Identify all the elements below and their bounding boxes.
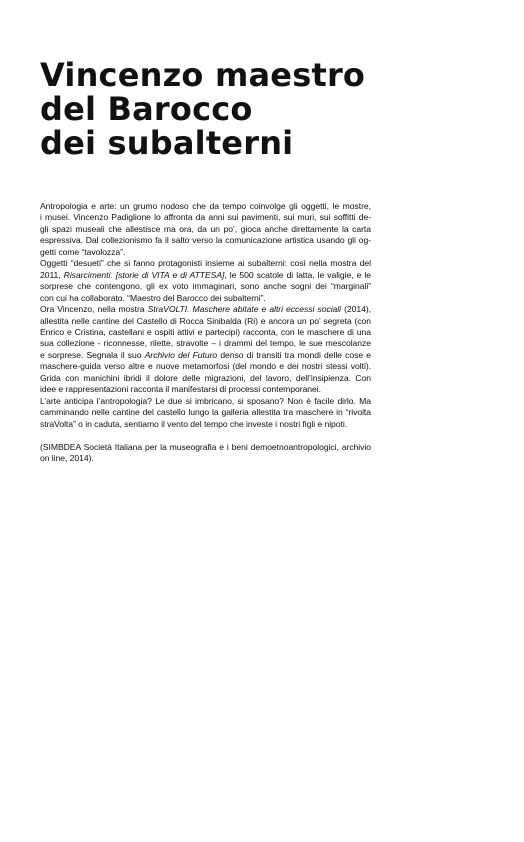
text-line [40, 350, 371, 361]
text-line: i musei. Vincenzo Padiglione lo affronta da anni sui pavimenti, sui muri, sui soffitti de- [40, 212, 371, 223]
text-fragment: denso di transiti tra mondi delle cose e [217, 349, 371, 360]
text-line: Antropologia e arte: un grumo nodoso che da tempo coinvolge gli oggetti, le mostre, [40, 201, 371, 211]
text-line: on line, 2014). [40, 452, 94, 463]
text-line: L’arte anticipa l’antropologia? Le due si imbricano, si sposano? Non è facile dirlo. Ma [40, 395, 371, 406]
text-fragment: , le 500 scatole di latta, le valigie, e le [224, 269, 371, 280]
paragraph-arte-antropologia [40, 396, 371, 430]
text-line: sua collezione - riconnesse, rilette, stravolte – i drammi del tempo, le sue mescolanze [40, 338, 371, 349]
article-body [40, 201, 371, 464]
text-fragment: 2011, [40, 269, 64, 280]
exhibition-title-stravolti: StraVOLTI. Maschere abitate e altri eccessi sociali [147, 304, 341, 315]
text-line: maschere-guida verso altre e nuove metamorfosi (del mondo e dei nostri stessi volti). [40, 361, 371, 372]
paragraph-oggetti [40, 258, 371, 304]
text-line [40, 270, 371, 281]
text-fragment: e sorprese. Segnala il suo [40, 349, 145, 360]
exhibition-title-risarcimenti: Risarcimenti. [storie di VITA e di ATTESA] [63, 269, 225, 280]
text-line: straVolta” o in caduta, sentiamo il vento del tempo che investe i nostri figli e nipoti. [40, 418, 348, 429]
text-line: gli spazi museali che allestisce ma ora, da un po’, gioca anche direttamente la carta [40, 223, 371, 234]
text-line: espressiva. Dal collezionismo fa il salto verso la comunicazione artistica usando gli og- [40, 235, 371, 246]
title-line-3: dei subalterni [40, 124, 294, 162]
title-line-2: del Barocco [40, 90, 253, 128]
text-line: Grida con manichini ibridi il dolore delle migrazioni, del lavoro, dell’insipienza. Con [40, 372, 371, 383]
text-line [40, 304, 371, 315]
text-line: con cui ha collaborato. “Maestro del Barocco dei subalterni”. [40, 292, 266, 303]
text-fragment: Ora Vincenzo, nella mostra [40, 304, 148, 315]
text-line: idee e rappresentazioni racconta il manifestarsi di processi contemporanei. [40, 384, 321, 395]
source-citation [40, 442, 371, 465]
text-line: sorprese che contengono, gli ex voto immaginari, sono anche sogni dei “marginali” [40, 281, 371, 292]
text-line: Oggetti “desueti” che si fanno protagonisti insieme ai subalterni: così nella mostra del [40, 258, 371, 269]
text-line: camminando nelle cantine del castello lungo la galleria allestita tra maschere in “rivolta [40, 407, 371, 418]
paragraph-intro [40, 201, 371, 258]
text-line: allestita nelle cantine del Castello di Rocca Sinibalda (Ri) e ancora un po’ segreta (con [40, 315, 371, 326]
article-title [40, 58, 480, 160]
title-line-1: Vincenzo maestro [40, 56, 366, 94]
text-line: getti come “tavolozza”. [40, 246, 126, 257]
archive-title-futuro: Archivio del Futuro [144, 349, 218, 360]
paragraph-stravolti [40, 304, 371, 396]
text-line: (SIMBDEA Società Italiana per la museografia e i beni demoetnoantropologici, archivio [40, 441, 371, 452]
text-line: Enrico e Cristina, castellani e ospiti attivi e partecipi) racconta, con le maschere di una [40, 326, 371, 337]
text-fragment: (2014), [341, 304, 371, 315]
paragraph-spacer [40, 430, 371, 441]
